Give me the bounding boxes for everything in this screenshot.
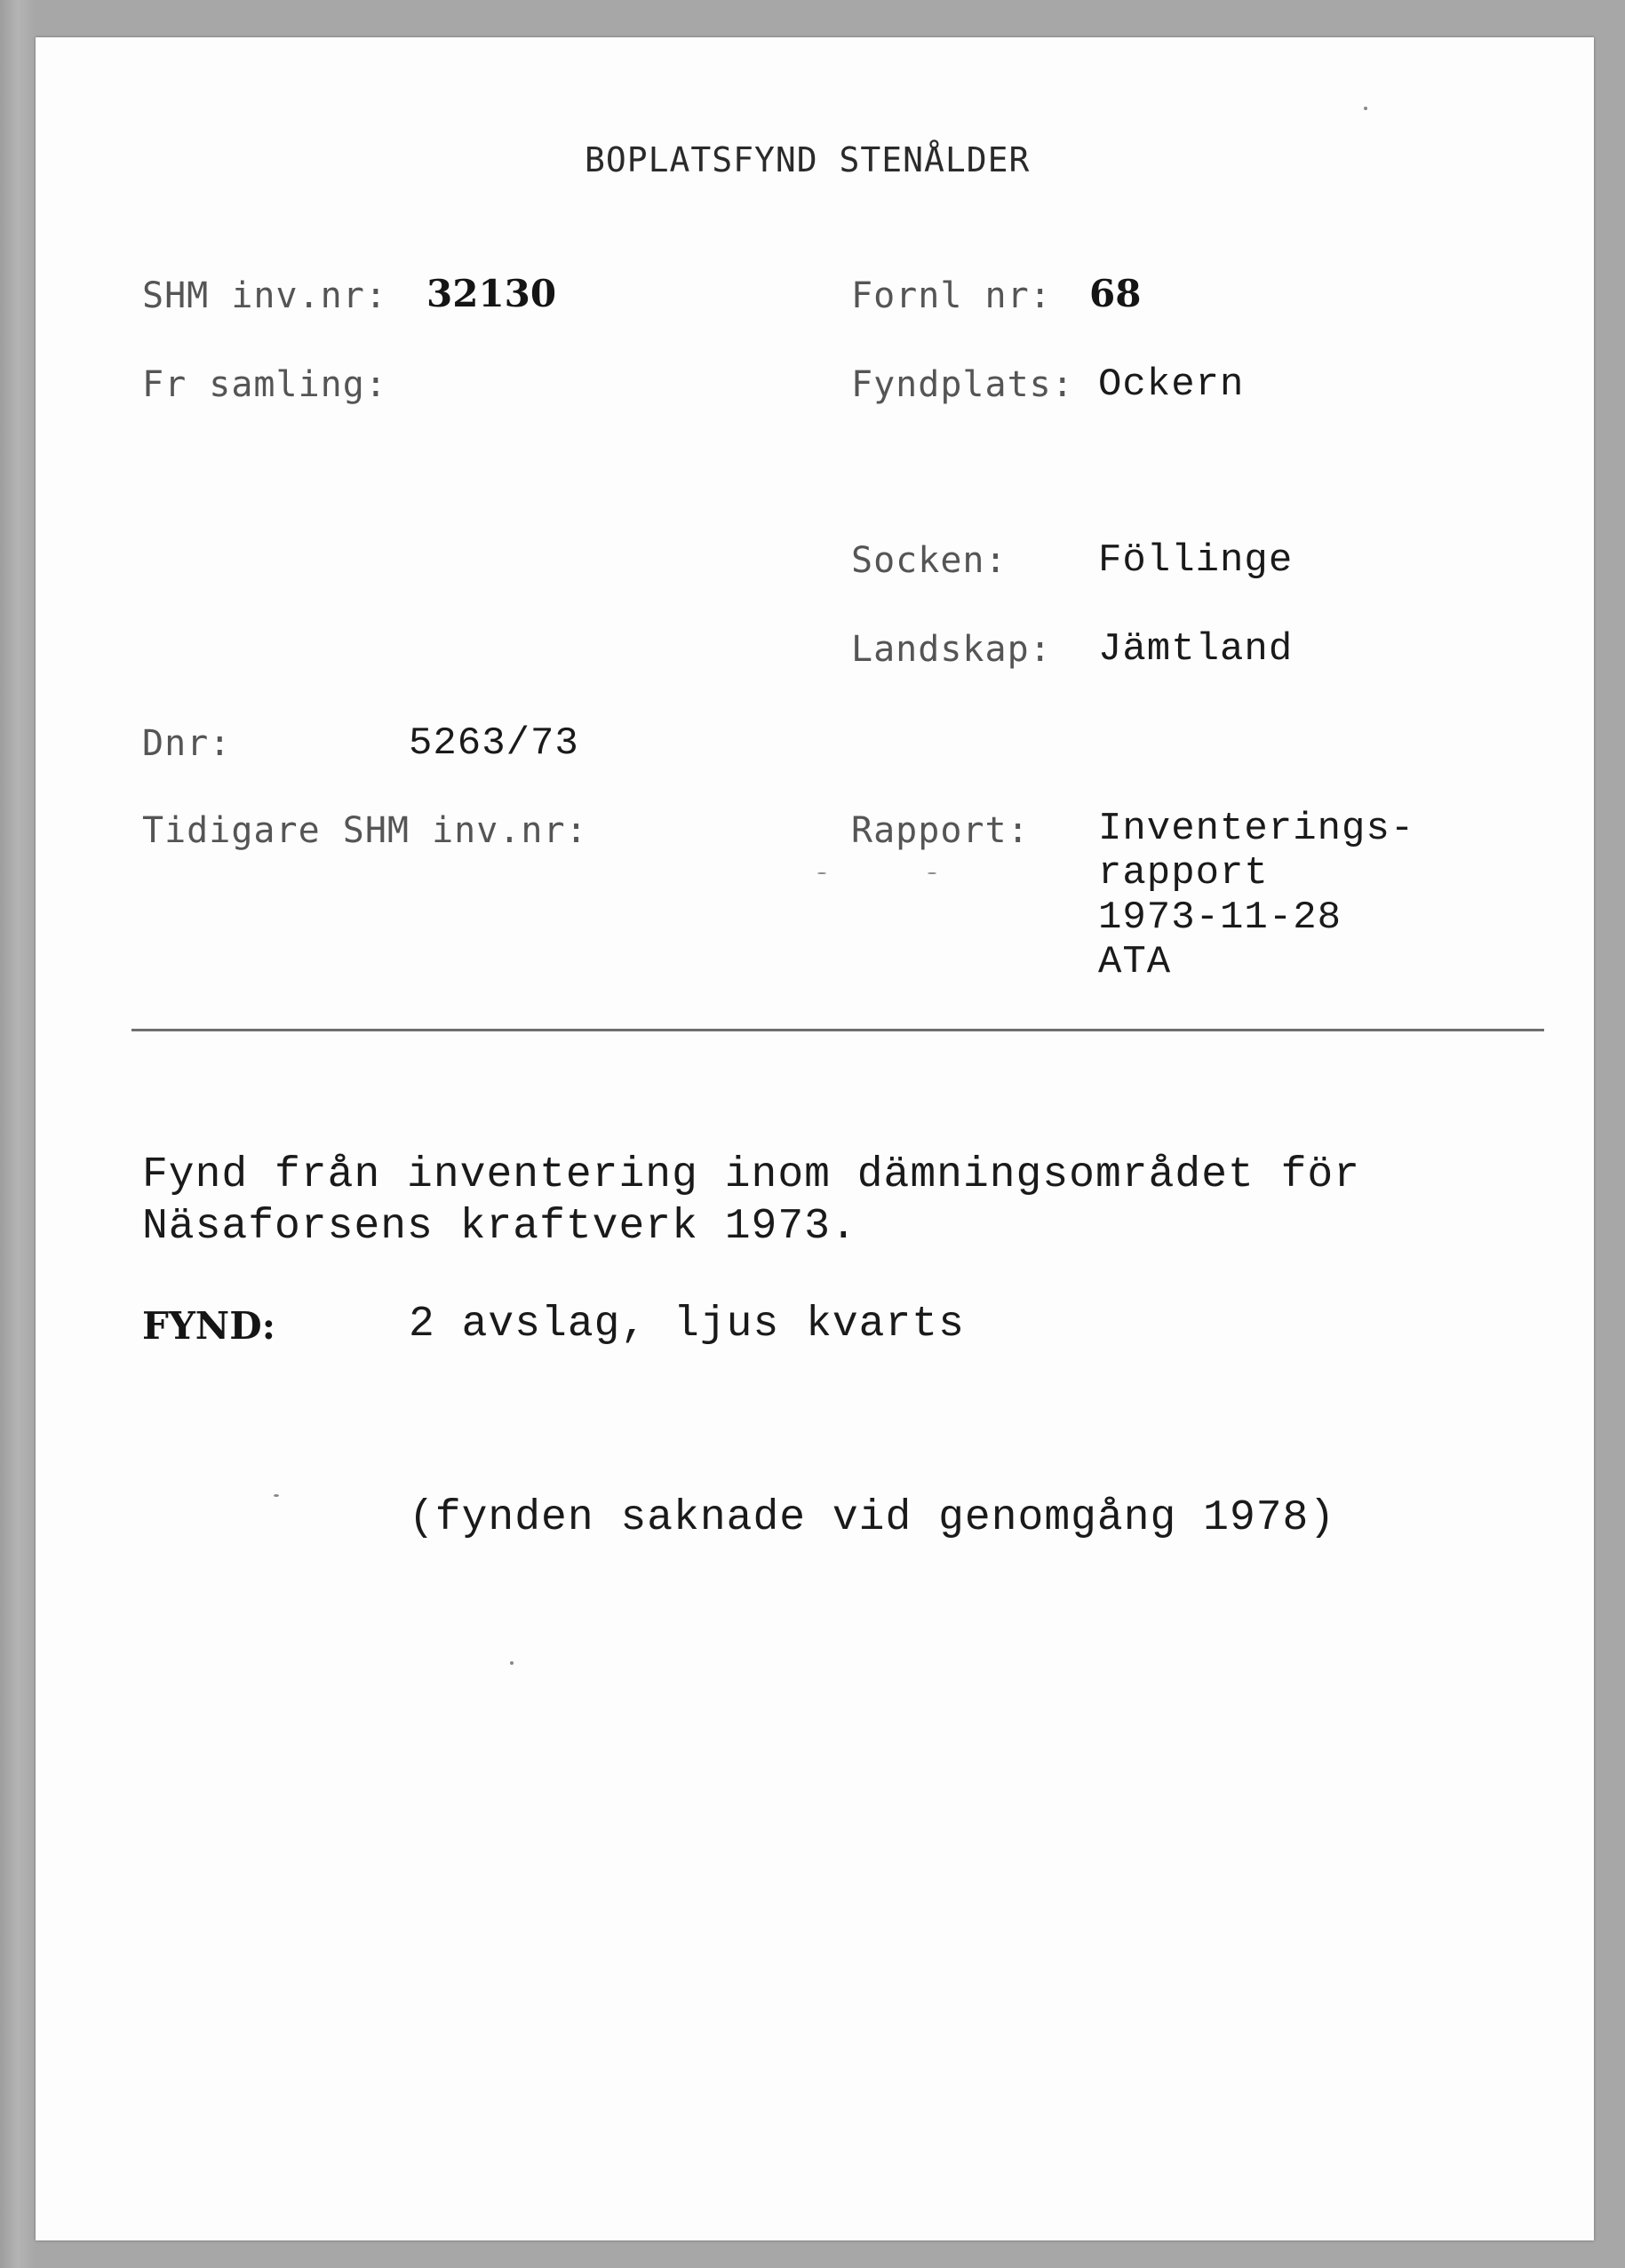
fynd-label: FYND:: [142, 1304, 276, 1348]
socken-value: Föllinge: [1098, 538, 1294, 583]
shm-inv-nr-value: 32130: [426, 272, 557, 315]
document-title: BOPLATSFYND STENÅLDER: [585, 140, 1031, 179]
landskap-value: Jämtland: [1098, 627, 1294, 672]
dust-speck: [817, 872, 826, 874]
dnr-value: 5263/73: [409, 721, 579, 766]
tidigare-shm-inv-nr-label: Tidigare SHM inv.nr:: [142, 810, 588, 851]
dust-speck: [510, 1661, 514, 1665]
dust-speck: [274, 1494, 279, 1497]
dust-speck: [1364, 107, 1367, 110]
rapport-line-4: ATA: [1098, 940, 1172, 984]
dnr-label: Dnr:: [142, 723, 232, 764]
fornl-nr-value: 68: [1089, 272, 1142, 315]
paper-sheet: [36, 37, 1594, 2240]
fyndplats-label: Fyndplats:: [851, 364, 1074, 405]
socken-label: Socken:: [851, 540, 1008, 581]
rapport-label: Rapport:: [851, 810, 1030, 851]
description-line-1: Fynd från inventering inom dämningsområdet för: [142, 1151, 1361, 1199]
description-line-2: Näsaforsens kraftverk 1973.: [142, 1203, 857, 1251]
shm-inv-nr-label: SHM inv.nr:: [142, 275, 387, 316]
missing-finds-note: (fynden saknade vid genomgång 1978): [409, 1494, 1336, 1542]
rapport-line-3: 1973-11-28: [1098, 895, 1342, 940]
fornl-nr-label: Fornl nr:: [851, 275, 1052, 316]
fynd-value: 2 avslag, ljus kvarts: [409, 1301, 965, 1349]
rapport-line-1: Inventerings-: [1098, 807, 1415, 851]
landskap-label: Landskap:: [851, 629, 1052, 670]
fyndplats-value: Ockern: [1098, 362, 1245, 407]
rapport-line-2: rapport: [1098, 851, 1269, 895]
fr-samling-label: Fr samling:: [142, 364, 387, 405]
horizontal-divider: [131, 1029, 1544, 1031]
dust-speck: [928, 872, 936, 874]
